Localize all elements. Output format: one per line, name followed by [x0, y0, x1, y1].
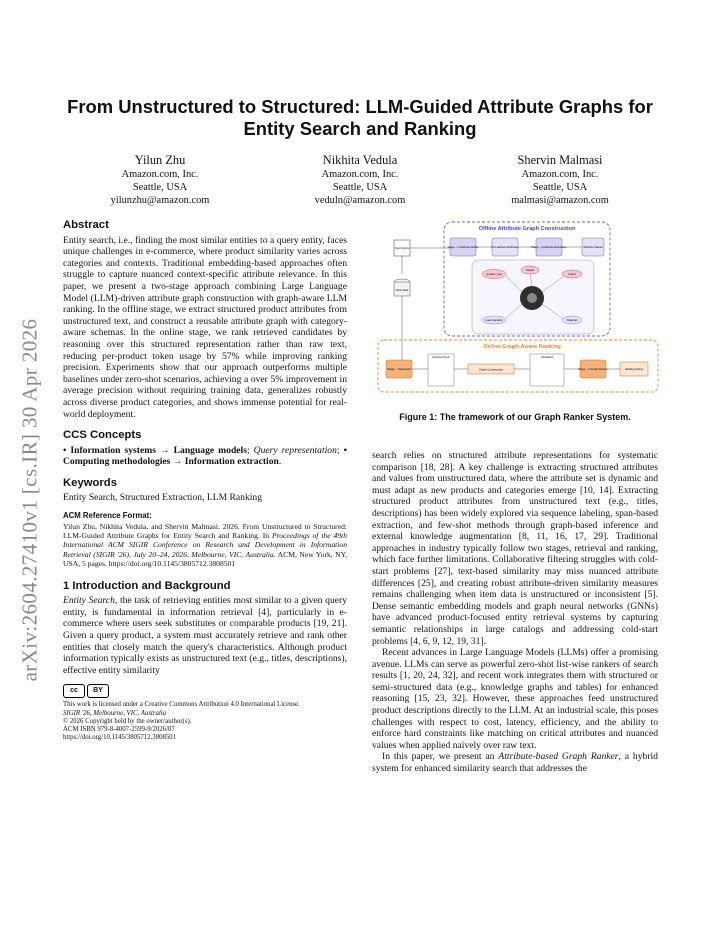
- intro-text: [63, 595, 347, 676]
- online-title: Online Graph-Aware Ranking: [483, 344, 561, 350]
- ccs-concept-1-sub: Query representation: [253, 444, 337, 456]
- paper-title: From Unstructured to Structured: LLM-Guided Attribute Graphs for Entity Search and Ranking: [67, 96, 653, 139]
- p3-part-a: In this paper, we present an: [382, 751, 499, 763]
- author-name: Shervin Malmasi: [517, 153, 603, 167]
- ccs-heading: CCS Concepts: [63, 429, 142, 442]
- author-name: Nikhita Vedula: [322, 153, 398, 167]
- author-3: [460, 152, 660, 207]
- acm-ref-text: [63, 522, 347, 569]
- author-email[interactable]: yilunzhu@amazon.com: [110, 195, 210, 206]
- p3-system-name: Attribute-based Graph Ranker: [498, 751, 619, 763]
- abstract-text: Entity search, i.e., finding the most similar entities to a query entity, faces unique challenges in e-commerce, where product similarity varies across categories and contexts. Traditional embedding-based approaches often struggle to capture nuanced context-specific attribute relevance. In this paper, we present a two-stage approach combining Large Language Model (LLM)-driven attribute graph construction with graph-aware LLM ranking. In the offline stage, we extract structured product attributes from unstructured text, and construct a reusable attribute graph with category-aware schemas. In the online stage, we rank retrieved candidates by reasoning over this structured representation rather than raw text, reducing per-product token usage by 57% while improving ranking precision. Experiments show that our approach outperforms multiple baselines under zero-shot scenarios, achieving a over 5% improvement in average precision without requiring training data, generalizes robustly across diverse product categories, and shows immense potential for real-world deployment.: [63, 234, 347, 420]
- ccs-concept-1: • Information systems → Language models: [63, 444, 247, 456]
- right-paragraph-3: [372, 751, 658, 774]
- node-weight-label: weight: [525, 268, 535, 272]
- node-brand-label: brand: [568, 272, 576, 276]
- author-2: [260, 152, 460, 207]
- left-column: [63, 220, 347, 742]
- stage2-attribute-label: Stage - 2 Attribute Extraction: [531, 245, 567, 249]
- cc-badge: cc: [63, 684, 85, 698]
- abstract-heading: Abstract: [63, 219, 109, 231]
- right-paragraph-2: Recent advances in Large Language Models (LLMs) offer a promising avenue. LLMs can serve as powerful zero-shot list-wise rankers of search results [1, 20, 24, 32], and recent work integrates them with structured or semi-structured data (e.g., knowledge graphs and tables) for enhanced reasoning [15, 23, 32]. However, these approaches feed unstructured product descriptions directly to the LLM. At an industrial scale, this poses challenges with respect to cost, latency, efficiency, and the ability to enforce hard constraints like matching on critical attributes and nuanced values when applied naively over raw text.: [372, 647, 658, 751]
- stage1-retrieval-label: Stage - 1 Retrieval: [387, 367, 411, 371]
- ranking-output-label: Ranking Output: [624, 368, 644, 371]
- node-material-label: Material: [567, 318, 577, 322]
- author-location: Seattle, USA: [332, 182, 388, 193]
- license-line: This work is licensed under a Creative Commons Attribution 4.0 International License.: [63, 701, 300, 709]
- ccs-concept-2: • Computing methodologies → Information extraction: [63, 444, 347, 468]
- author-location: Seattle, USA: [132, 182, 188, 193]
- by-badge: BY: [87, 684, 109, 698]
- ccs-text: [63, 445, 347, 468]
- license-venue: SIGIR '26, Melbourne, VIC, Australia: [63, 709, 167, 717]
- author-name: Yilun Zhu: [134, 153, 186, 167]
- license-text: [63, 701, 347, 742]
- ccs-end: .: [278, 456, 282, 468]
- author-org: Amazon.com, Inc.: [321, 169, 399, 180]
- intro-heading: 1 Introduction and Background: [63, 579, 231, 592]
- stage2-ranker-label: Stage - 2 Graph Ranker: [578, 367, 608, 371]
- product-image-hub: [527, 293, 537, 303]
- author-block: [60, 152, 660, 207]
- retrieved-topk-label: Retrieved Top-K: [432, 356, 450, 359]
- intro-body: , the task of retrieving entities most similar to a given query entity, is fundamental in information retrieval [4], particularly in e-commerce where users seek substitutes or comparable products [19, 21]. Given a query product, a system must accurately retrieve and rank other entities that closely match the query's characteristics. Although product information typically exists as unstructured text (e.g., titles, descriptions), effective entity similarity: [63, 595, 347, 676]
- candidates-label: Candidates: [540, 356, 554, 359]
- license-isbn: ACM ISBN 979-8-4007-2599-9/2026/07: [63, 726, 175, 734]
- author-email[interactable]: veduln@amazon.com: [314, 195, 406, 206]
- framework-figure: [372, 220, 660, 400]
- ccs-separator: ;: [246, 444, 254, 456]
- acm-ref-part-1: Yilun Zhu, Nikhita Vedula, and Shervin Malmasi. 2026. From Unstructured to Structured: LLM-Guided Attribute Graphs for Entity Search and Ranking. In: [63, 521, 347, 541]
- license-copyright: © 2026 Copyright held by the owner/author(s).: [63, 717, 192, 725]
- author-email[interactable]: malmasi@amazon.com: [511, 195, 609, 206]
- offline-title: Offline Attribute Graph Construction: [478, 226, 576, 232]
- right-column: [372, 450, 658, 775]
- license-doi[interactable]: https://doi.org/10.1145/3805712.3808501: [63, 734, 177, 742]
- cc-by-logo: [63, 684, 347, 698]
- ccs-separator: ;: [336, 444, 344, 456]
- license-block: [63, 684, 347, 742]
- query-entity-label: Query Entity: [394, 247, 410, 250]
- acm-ref-heading: ACM Reference Format:: [63, 511, 152, 521]
- node-product-type-label: product_type: [485, 272, 503, 276]
- author-org: Amazon.com, Inc.: [521, 169, 599, 180]
- acm-ref-part-2: ACM, New York, NY, USA, 5 pages. https://doi.org/10.1145/3805712.3808501: [63, 549, 348, 569]
- author-location: Seattle, USA: [532, 182, 588, 193]
- right-paragraph-1: search relies on structured attribute representations for systematic comparison [18, 28]. A key challenge is extracting structured attributes and values from unstructured data, where the attribute set is dynamic and must adapt as new products and categories emerge [10, 14]. Extracting structured product attributes from unstructured text (e.g., titles, descriptions) has been widely explored via sequence labeling, span-based extraction, and few-shot methods through graph-based inference and external knowledge augmentation [8, 11, 16, 17, 29]. Traditional approaches in industry typically follow two stages, retrieval and ranking, which face further limitations. Collaborative filtering struggles with cold-start problems [27], text-based similarity may miss nuanced attribute differences [25], and creating robust attribute-driven similarity measures remains challenging when item data is unstructured or inconsistent [5]. Dense semantic embedding models and graph neural networks (GNNs) have advanced product-focused entity retrieval systems by capturing semantic relationships in large catalogs and addressing cold-start problems [4, 6, 9, 12, 19, 31].: [372, 450, 658, 647]
- graph-construction-label: Graph Construction: [478, 367, 504, 372]
- author-1: [60, 152, 260, 207]
- predefined-label: Pre-defined Attributes: [491, 245, 519, 249]
- keywords-heading: Keywords: [63, 476, 117, 489]
- node-load-capacity-label: Load capacity: [485, 318, 503, 322]
- author-org: Amazon.com, Inc.: [121, 169, 199, 180]
- p3-part-b: , a hybrid system for enhanced similarity search that addresses the: [372, 751, 658, 775]
- attribute-values-label: Attribute Values: [583, 245, 603, 249]
- store-label: Store Data: [395, 289, 409, 292]
- intro-lead: Entity Search: [63, 595, 115, 607]
- acm-ref-venue: Proceedings of the 49th International ACM SIGIR Conference on Research and Development in Information Retrieval (SIGIR '26), July 20–24, 2026, Melbourne, VIC, Australia.: [63, 531, 347, 559]
- figure-caption: Figure 1: The framework of our Graph Ranker System.: [399, 412, 631, 422]
- arxiv-sidebar-stamp: [14, 300, 46, 700]
- stage1-attribute-label: Stage - 1 Attribute Define: [447, 245, 479, 249]
- arxiv-id: arXiv:2604.27410v1 [cs.IR] 30 Apr 2026: [17, 318, 42, 682]
- keywords-text: Entity Search, Structured Extraction, LLM Ranking: [63, 492, 263, 504]
